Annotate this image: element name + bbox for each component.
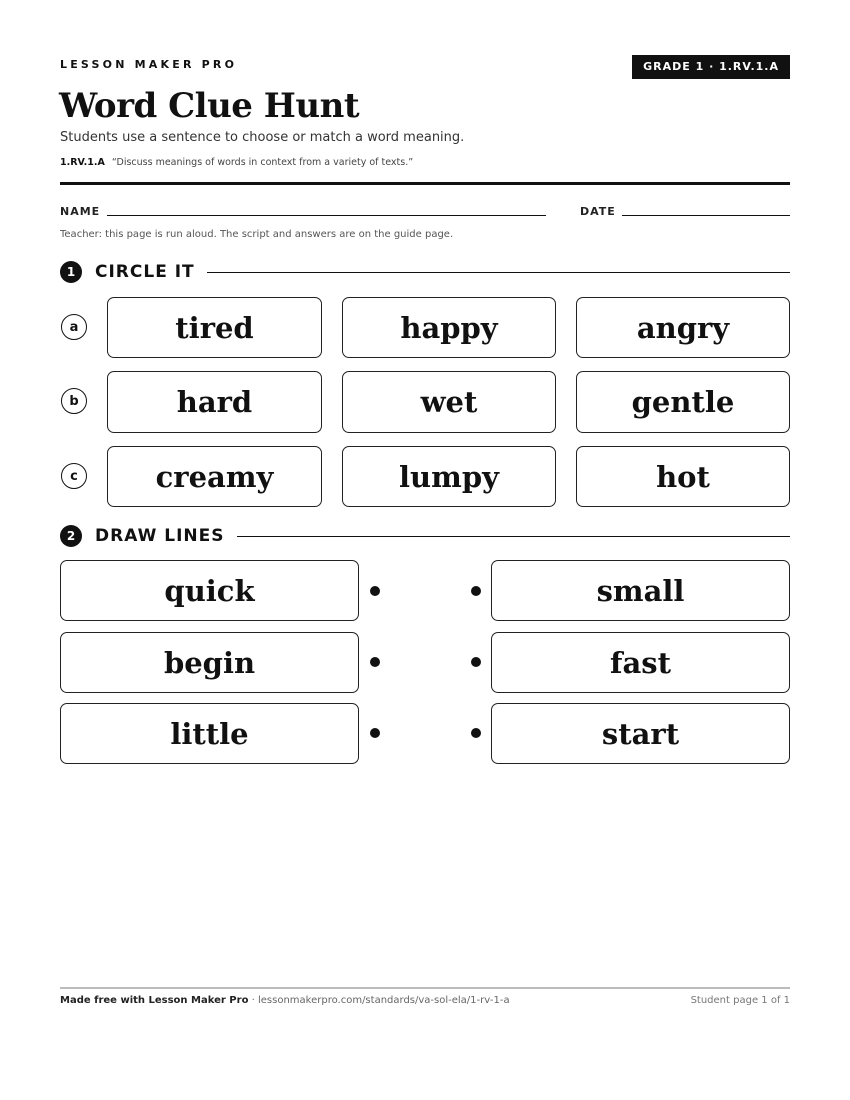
section-divider <box>207 272 790 273</box>
standard-code: 1.RV.1.A <box>60 157 105 168</box>
section-circle-it-header <box>60 260 790 284</box>
match-right-word[interactable]: start <box>491 703 790 764</box>
section-number-badge: 1 <box>60 261 82 283</box>
section-number-badge: 2 <box>60 525 82 547</box>
footer-credit <box>60 995 510 1006</box>
word-choice[interactable]: creamy <box>107 446 322 507</box>
match-left-dot[interactable] <box>370 657 380 667</box>
page-subtitle: Students use a sentence to choose or match a word meaning. <box>60 130 465 145</box>
row-letter-b: b <box>61 388 87 414</box>
match-left-dot[interactable] <box>370 586 380 596</box>
standard-line <box>60 157 413 168</box>
row-letter-a: a <box>61 314 87 340</box>
match-left-word[interactable]: begin <box>60 632 359 693</box>
match-right-word[interactable]: small <box>491 560 790 621</box>
date-label: DATE <box>580 205 616 218</box>
brand-name: LESSON MAKER PRO <box>60 58 238 71</box>
footer-made-with: Made free with Lesson Maker Pro <box>60 995 249 1006</box>
row-letter-c: c <box>61 463 87 489</box>
match-left-word[interactable]: little <box>60 703 359 764</box>
section-divider <box>237 536 790 537</box>
word-choice[interactable]: hot <box>576 446 790 507</box>
match-right-dot[interactable] <box>471 586 481 596</box>
word-choice[interactable]: lumpy <box>342 446 556 507</box>
word-choice[interactable]: angry <box>576 297 790 358</box>
grade-badge: GRADE 1 · 1.RV.1.A <box>632 55 790 79</box>
word-choice[interactable]: gentle <box>576 371 790 433</box>
date-field[interactable] <box>622 215 790 216</box>
word-choice[interactable]: hard <box>107 371 322 433</box>
teacher-note: Teacher: this page is run aloud. The script and answers are on the guide page. <box>60 229 454 240</box>
footer-page-number: Student page 1 of 1 <box>690 995 790 1006</box>
name-field[interactable] <box>107 215 546 216</box>
name-label: NAME <box>60 205 101 218</box>
match-right-word[interactable]: fast <box>491 632 790 693</box>
header-divider <box>60 182 790 185</box>
footer-url[interactable]: · lessonmakerpro.com/standards/va-sol-ela/1-rv-1-a <box>248 995 510 1006</box>
footer-divider <box>60 987 790 989</box>
match-right-dot[interactable] <box>471 728 481 738</box>
page-title: Word Clue Hunt <box>59 86 360 126</box>
word-choice[interactable]: happy <box>342 297 556 358</box>
section-draw-lines-header <box>60 524 790 548</box>
match-right-dot[interactable] <box>471 657 481 667</box>
standard-text: “Discuss meanings of words in context from a variety of texts.” <box>111 157 414 168</box>
word-choice[interactable]: tired <box>107 297 322 358</box>
match-left-word[interactable]: quick <box>60 560 359 621</box>
section-title: CIRCLE IT <box>95 262 195 282</box>
section-title: DRAW LINES <box>95 526 225 546</box>
match-left-dot[interactable] <box>370 728 380 738</box>
word-choice[interactable]: wet <box>342 371 556 433</box>
